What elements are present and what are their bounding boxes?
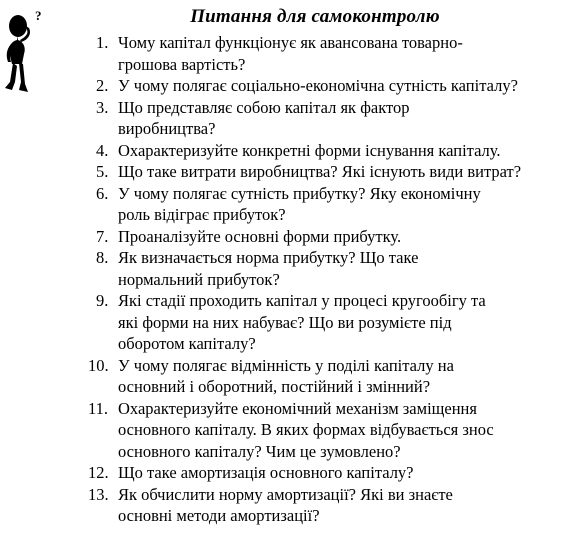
question-text-line: Що таке витрати виробництва? Які існують види витрат? [118, 162, 522, 181]
question-number: 11. [88, 398, 109, 418]
question-text-line: оборотом капіталу? [118, 334, 256, 353]
question-number: 6. [96, 183, 109, 203]
question-number: 1. [96, 33, 109, 52]
question-item [82, 75, 562, 97]
question-number: 2. [96, 76, 109, 95]
question-text-line: Охарактеризуйте економічний механізм заміщення [118, 398, 477, 418]
question-text-line: Охарактеризуйте конкретні форми існування капіталу. [118, 140, 501, 160]
question-text-line: Як визначається норма прибутку? Що таке [118, 248, 419, 267]
question-number: 9. [96, 291, 109, 310]
question-number: 3. [96, 97, 109, 117]
question-text-line: Проаналізуйте основні форми прибутку. [118, 226, 402, 246]
question-item [82, 140, 562, 162]
question-text-line: У чому полягає сутність прибутку? Яку економічну [118, 183, 481, 203]
question-text-line: грошова вартість? [118, 54, 246, 74]
question-number: 8. [96, 248, 109, 267]
question-text-line: основні методи амортизації? [118, 506, 320, 525]
question-number: 12. [88, 463, 109, 482]
question-item [82, 97, 562, 140]
question-item [82, 484, 562, 527]
question-text-line: У чому полягає соціально-економічна сутність капіталу? [118, 76, 518, 95]
question-item [82, 32, 562, 75]
question-item [82, 226, 562, 248]
question-text-line: У чому полягає відмінність у поділі капіталу на [118, 355, 454, 375]
question-item [82, 183, 562, 226]
question-number: 5. [96, 162, 109, 181]
question-text-line: виробництва? [118, 119, 216, 138]
question-text-line: основний і оборотний, постійний і змінний? [118, 377, 431, 396]
question-text-line: Як обчислити норму амортизації? Які ви знаєте [118, 484, 453, 504]
question-text-line: основного капіталу? Чим це зумовлено? [118, 441, 401, 461]
question-number: 13. [88, 484, 109, 504]
question-text-line: які форми на них набуває? Що ви розумієте під [118, 312, 452, 332]
question-number: 7. [96, 226, 109, 246]
question-item [82, 398, 562, 463]
question-item [82, 355, 562, 398]
question-item [82, 247, 562, 290]
question-text-line: Що представляє собою капітал як фактор [118, 97, 410, 117]
question-item [82, 161, 562, 183]
question-text-line: роль відіграє прибуток? [118, 205, 286, 224]
question-text-line: Що таке амортизація основного капіталу? [118, 463, 414, 482]
question-number: 4. [96, 140, 109, 160]
question-text-line: нормальний прибуток? [118, 269, 280, 289]
question-mark-glyph: ? [35, 8, 42, 23]
question-text-line: основного капіталу. В яких формах відбувається знос [118, 420, 494, 439]
page-title: Питання для самоконтролю [190, 6, 440, 27]
question-text-line: Які стадії проходить капітал у процесі кругообігу та [118, 291, 486, 310]
question-item [82, 462, 562, 484]
question-text-line: Чому капітал функціонує як авансована товарно- [118, 33, 463, 52]
question-item [82, 290, 562, 355]
questions-list [82, 32, 562, 527]
question-number: 10. [88, 355, 109, 375]
